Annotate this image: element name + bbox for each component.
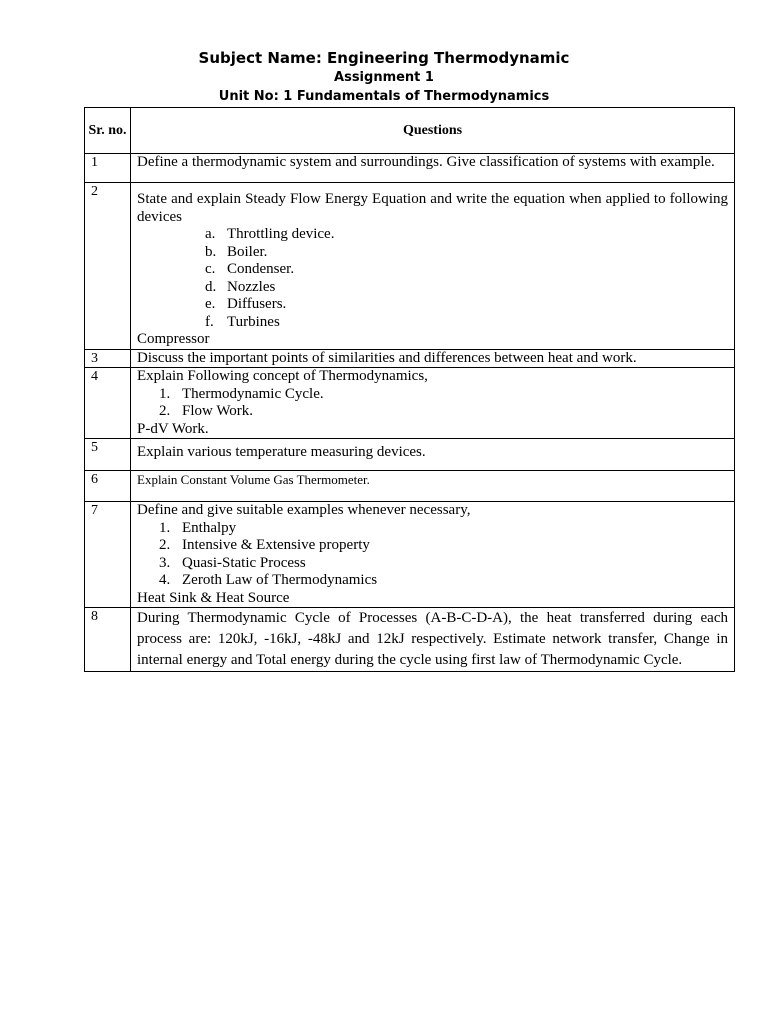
list-marker: 4. xyxy=(159,572,171,588)
list-item xyxy=(137,261,728,279)
table-row xyxy=(85,349,735,368)
row-number: 1 xyxy=(85,154,131,183)
list-item-text: Intensive & Extensive property xyxy=(182,537,370,553)
questions-header: Questions xyxy=(131,108,735,154)
assignment-title: Assignment 1 xyxy=(334,70,434,85)
list-marker: 2. xyxy=(159,537,171,553)
list-marker: e. xyxy=(205,296,216,312)
list-marker: c. xyxy=(205,261,216,277)
list-item xyxy=(137,314,728,332)
list-item-text: Diffusers. xyxy=(227,296,287,312)
row-number: 7 xyxy=(85,502,131,608)
question-body: Explain Constant Volume Gas Thermometer. xyxy=(137,472,370,487)
list-item xyxy=(137,279,728,297)
question-text xyxy=(131,349,735,368)
list-item xyxy=(137,572,728,590)
table-header-row xyxy=(85,108,735,154)
list-item xyxy=(137,537,728,555)
question-body: Explain various temperature measuring devices. xyxy=(137,444,426,460)
table-row xyxy=(85,439,735,471)
list-item-text: Zeroth Law of Thermodynamics xyxy=(182,572,378,588)
list-marker: a. xyxy=(205,226,216,242)
list-item-text: Boiler. xyxy=(227,243,268,260)
list-marker: 2. xyxy=(159,403,171,419)
question-text xyxy=(131,439,735,471)
row-number: 8 xyxy=(85,608,131,672)
question-body: Define and give suitable examples whenever necessary, xyxy=(137,502,471,518)
question-tail: Heat Sink & Heat Source xyxy=(137,589,290,606)
list-item-text: Flow Work. xyxy=(182,403,254,419)
row-number: 6 xyxy=(85,471,131,502)
row-number: 4 xyxy=(85,368,131,439)
table-row xyxy=(85,502,735,608)
question-text xyxy=(131,154,735,183)
list-item xyxy=(137,226,728,244)
table-row xyxy=(85,608,735,672)
list-item-text: Quasi-Static Process xyxy=(182,554,306,571)
table-row xyxy=(85,471,735,502)
list-marker: d. xyxy=(205,278,217,295)
question-body: Discuss the important points of similarities and differences between heat and work. xyxy=(137,349,637,366)
question-text xyxy=(131,502,735,608)
question-text xyxy=(131,608,735,672)
list-marker: f. xyxy=(205,313,214,330)
list-marker: 3. xyxy=(159,554,171,571)
list-item xyxy=(137,403,728,421)
definition-list xyxy=(137,520,728,590)
row-number: 3 xyxy=(85,349,131,368)
table-row xyxy=(85,368,735,439)
question-text xyxy=(131,183,735,350)
question-tail: P-dV Work. xyxy=(137,420,209,437)
list-item xyxy=(137,386,728,404)
list-item xyxy=(137,520,728,538)
question-body: During Thermodynamic Cycle of Processes (A-B-C-D-A), the heat transferred during each process are: 120kJ, -16kJ, -48kJ and 12kJ respectively. Estimate network transfer, Change in internal energy and Total energy during the cycle using first law of Thermodynamic Cycle. xyxy=(137,610,728,668)
list-item-text: Throttling device. xyxy=(227,226,335,242)
concept-list xyxy=(137,386,728,421)
row-number: 2 xyxy=(85,183,131,350)
list-marker: 1. xyxy=(159,519,171,536)
list-marker: 1. xyxy=(159,385,171,402)
question-text xyxy=(131,471,735,502)
question-body: Define a thermodynamic system and surroundings. Give classification of systems with example. xyxy=(137,154,715,170)
questions-table xyxy=(84,107,735,672)
list-item-text: Turbines xyxy=(227,313,280,330)
list-item-text: Nozzles xyxy=(227,278,276,295)
question-body: State and explain Steady Flow Energy Equation and write the equation when applied to following devices xyxy=(137,191,728,225)
list-item xyxy=(137,296,728,314)
list-item-text: Condenser. xyxy=(227,261,295,277)
row-number: 5 xyxy=(85,439,131,471)
sr-no-header: Sr. no. xyxy=(85,108,131,154)
list-item-text: Enthalpy xyxy=(182,519,237,536)
table-row xyxy=(85,154,735,183)
unit-title: Unit No: 1 Fundamentals of Thermodynamics xyxy=(218,89,550,104)
document-header xyxy=(0,48,768,106)
question-text xyxy=(131,368,735,439)
device-list xyxy=(137,226,728,331)
question-tail: Compressor xyxy=(137,331,210,347)
list-item-text: Thermodynamic Cycle. xyxy=(182,385,324,402)
subject-title: Subject Name: Engineering Thermodynamic xyxy=(198,49,570,67)
question-body: Explain Following concept of Thermodynamics, xyxy=(137,368,428,384)
list-item xyxy=(137,555,728,573)
list-item xyxy=(137,244,728,262)
list-marker: b. xyxy=(205,243,217,260)
table-row xyxy=(85,183,735,350)
